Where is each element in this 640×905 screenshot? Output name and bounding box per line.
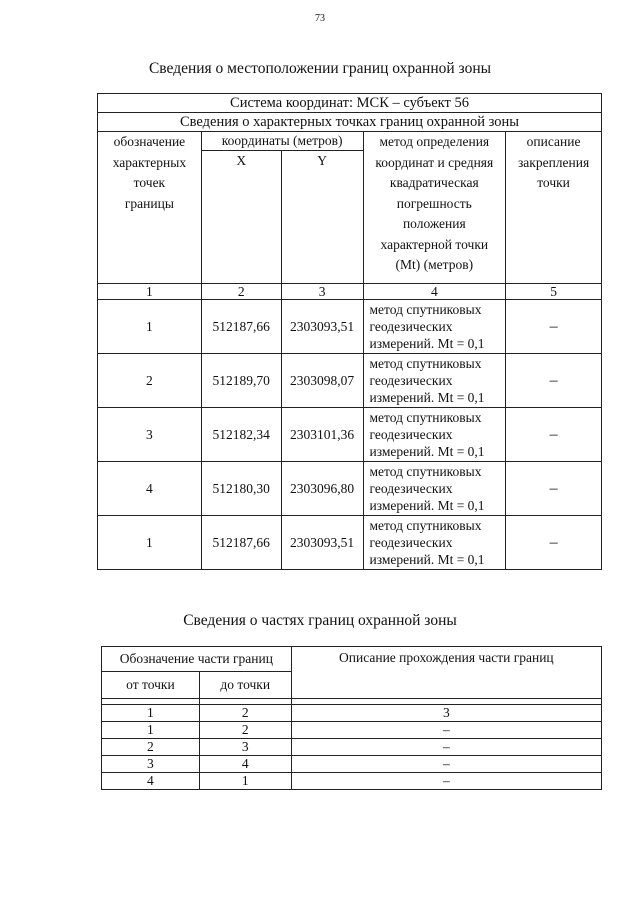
page-number: 73 <box>315 13 325 24</box>
y-value: 2303093,51 <box>281 516 363 570</box>
description-value: – <box>506 354 602 408</box>
method-header: метод определения координат и средняя квадратическая погрешность положения характерной точки (Mt) (метров) <box>363 132 506 284</box>
description-value: – <box>506 300 602 354</box>
x-value: 512182,34 <box>201 408 281 462</box>
method-value: метод спутниковых геодезических измерений. Mt = 0,1 <box>363 408 506 462</box>
column-numbers-row: 1 2 3 <box>102 705 602 722</box>
x-value: 512180,30 <box>201 462 281 516</box>
table-row: 2 3 – <box>102 739 602 756</box>
description-value: – <box>506 408 602 462</box>
method-value: метод спутниковых геодезических измерений. Mt = 0,1 <box>363 462 506 516</box>
table-row <box>98 354 602 408</box>
points-caption: Сведения о характерных точках границ охранной зоны <box>98 113 602 132</box>
x-value: 512189,70 <box>201 354 281 408</box>
point-number: 1 <box>98 516 202 570</box>
table-row <box>98 516 602 570</box>
parts-heading: Сведения о частях границ охранной зоны <box>183 612 457 629</box>
coordinates-header: координаты (метров) <box>201 132 363 151</box>
y-header: Y <box>281 151 363 284</box>
x-header: X <box>201 151 281 284</box>
table-row <box>98 300 602 354</box>
parts-table <box>101 646 602 790</box>
table-row: 4 1 – <box>102 773 602 790</box>
point-number: 3 <box>98 408 202 462</box>
part-description-header: Описание прохождения части границ <box>291 647 601 699</box>
from-point-header: от точки <box>102 672 200 699</box>
point-number: 2 <box>98 354 202 408</box>
table-row <box>98 408 602 462</box>
description-value: – <box>506 462 602 516</box>
point-number: 1 <box>98 300 202 354</box>
y-value: 2303101,36 <box>281 408 363 462</box>
y-value: 2303096,80 <box>281 462 363 516</box>
points-table <box>97 93 602 570</box>
to-point-header: до точки <box>199 672 291 699</box>
y-value: 2303093,51 <box>281 300 363 354</box>
method-value: метод спутниковых геодезических измерений. Mt = 0,1 <box>363 516 506 570</box>
table-row <box>98 462 602 516</box>
location-heading: Сведения о местоположении границ охранной зоны <box>148 60 492 77</box>
description-value: – <box>506 516 602 570</box>
x-value: 512187,66 <box>201 516 281 570</box>
point-number: 4 <box>98 462 202 516</box>
y-value: 2303098,07 <box>281 354 363 408</box>
column-numbers-row: 1 2 3 4 5 <box>98 284 602 300</box>
designation-header: обозначение характерных точек границы <box>98 132 202 284</box>
x-value: 512187,66 <box>201 300 281 354</box>
description-header: описание закрепления точки <box>506 132 602 284</box>
method-value: метод спутниковых геодезических измерений. Mt = 0,1 <box>363 354 506 408</box>
table-row: 3 4 – <box>102 756 602 773</box>
part-designation-header: Обозначение части границ <box>102 647 292 672</box>
table-row: 1 2 – <box>102 722 602 739</box>
coordinate-system: Система координат: МСК – субъект 56 <box>98 94 602 113</box>
method-value: метод спутниковых геодезических измерений. Mt = 0,1 <box>363 300 506 354</box>
